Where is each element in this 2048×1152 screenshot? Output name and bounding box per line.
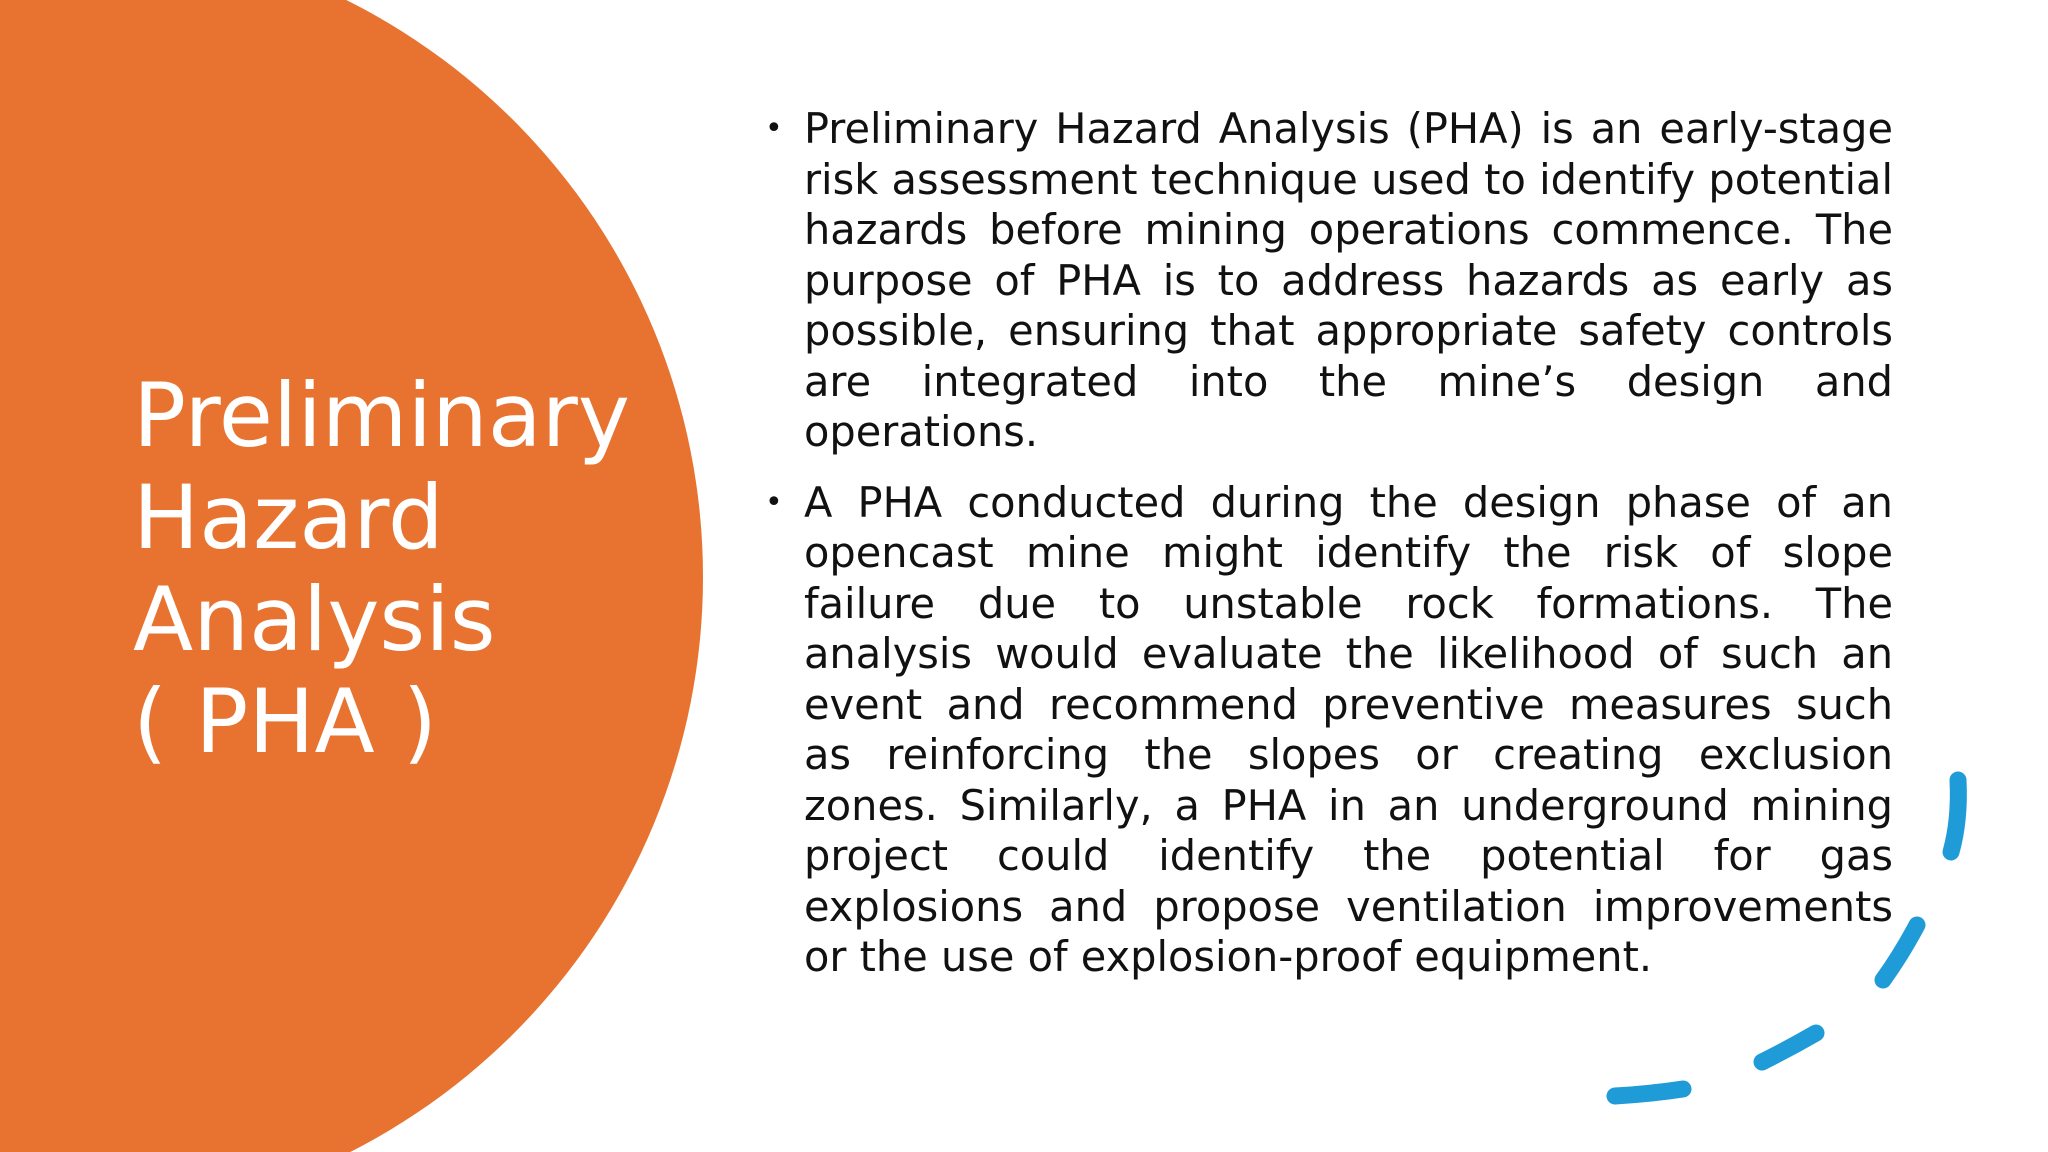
title-line: Preliminary [133, 364, 630, 467]
dash-segment [1762, 1033, 1816, 1062]
title-line: Hazard [133, 466, 444, 569]
dash-segment [1615, 1089, 1683, 1096]
bullet-text: Preliminary Hazard Analysis (PHA) is an early-stage risk assessment technique used to identify potential hazards before mining operations commence. The purpose of PHA is to address hazards as early as possible, ensuring that appropriate safety controls are integrated into the mine’s design and operations. [804, 104, 1893, 456]
title-line: ( PHA ) [133, 670, 438, 773]
bullet-dot-icon: • [765, 111, 783, 146]
bullet-dot-icon: • [765, 484, 783, 520]
bullet-item-definition [765, 104, 1893, 458]
bullet-list [765, 104, 1893, 983]
dash-segment [1951, 780, 1958, 852]
title-line: Analysis [133, 568, 496, 671]
slide-title [133, 365, 653, 773]
bullet-item-example [765, 478, 1893, 983]
bullet-text: A PHA conducted during the design phase of an opencast mine might identify the risk of slope failure due to unstable rock formations. The analysis would evaluate the likelihood of such an event and recommend preventive measures such as reinforcing the slopes or creating exclusion zones. Similarly, a PHA in an underground mining project could identify the potential for gas explosions and propose ventilation improvements or the use of explosion-proof equipment. [804, 477, 1893, 981]
